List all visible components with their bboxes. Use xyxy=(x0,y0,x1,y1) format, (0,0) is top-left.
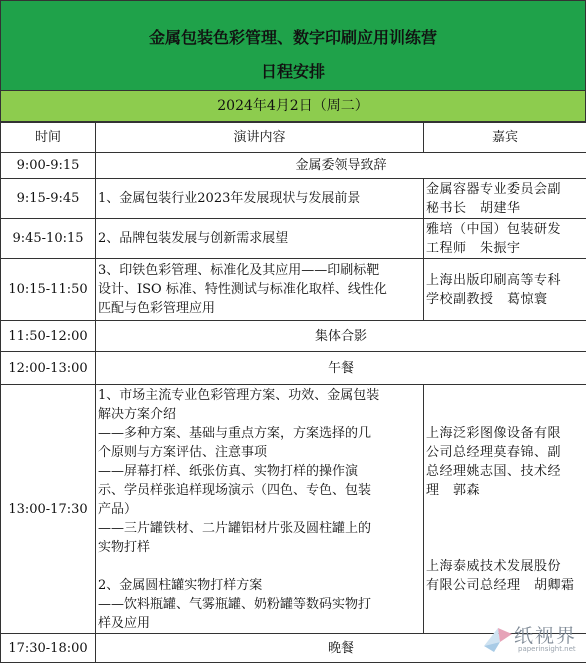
talk-line: ——屏幕打样、纸张仿真、实物打样的操作演 xyxy=(98,462,421,481)
table-row xyxy=(1,321,586,352)
talk-line: ——三片罐铁材、二片罐铝材片张及圆柱罐上的 xyxy=(98,519,421,538)
talk-cell xyxy=(96,219,424,259)
time-cell: 12:00-13:00 xyxy=(1,352,96,385)
table-row xyxy=(1,179,586,219)
guest-cell xyxy=(424,219,586,259)
guest-line: 理 郭森 xyxy=(426,481,584,500)
table-row xyxy=(1,219,586,259)
paper-crane-icon xyxy=(480,620,516,656)
talk-cell xyxy=(96,259,424,321)
guest-line: 工程师 朱振宇 xyxy=(426,239,584,258)
merged-cell: 午餐 xyxy=(96,352,586,385)
time-cell: 9:15-9:45 xyxy=(1,179,96,219)
talk-line: 1、金属包装行业2023年发展现状与发展前景 xyxy=(98,189,421,208)
header-banner xyxy=(0,0,586,91)
talk-line: 实物打样 xyxy=(98,538,421,557)
time-cell: 17:30-18:00 xyxy=(1,634,96,663)
table-row xyxy=(1,385,586,634)
merged-cell: 晚餐 xyxy=(96,634,586,663)
talk-line: 示、学员样张追样现场演示（四色、专色、包装 xyxy=(98,481,421,500)
guest-cell xyxy=(424,385,586,634)
talk-line: 匹配与色彩管理应用 xyxy=(98,299,421,318)
table-row xyxy=(1,352,586,385)
table-row xyxy=(1,153,586,179)
column-header-guest: 嘉宾 xyxy=(424,123,586,153)
talk-cell xyxy=(96,385,424,634)
talk-line: 样及应用 xyxy=(98,614,421,633)
talk-line: 设计、ISO 标准、特性测试与标准化取样、线性化 xyxy=(98,280,421,299)
spacer xyxy=(426,519,584,538)
table-row xyxy=(1,259,586,321)
talk-cell xyxy=(96,179,424,219)
guest-line: 总经理姚志国、技术经 xyxy=(426,462,584,481)
guest-line: 上海出版印刷高等专科 xyxy=(426,271,584,290)
column-header-time: 时间 xyxy=(1,123,96,153)
guest-cell xyxy=(424,179,586,219)
talk-line: 3、印铁色彩管理、标准化及其应用——印刷标靶 xyxy=(98,261,421,280)
guest-line: 学校副教授 葛惊寰 xyxy=(426,290,584,309)
guest-line: 上海泛彩图像设备有限 xyxy=(426,424,584,443)
merged-cell: 集体合影 xyxy=(96,321,586,352)
column-header-talk: 演讲内容 xyxy=(96,123,424,153)
guest-cell xyxy=(424,259,586,321)
guest-line: 雅培（中国）包装研发 xyxy=(426,220,584,239)
guest-line: 上海泰威技术发展股份 xyxy=(426,557,584,576)
spacer xyxy=(98,557,421,576)
watermark xyxy=(480,618,580,658)
watermark-text: 纸视界 xyxy=(514,621,577,648)
spacer xyxy=(426,538,584,557)
guest-line: 有限公司总经理 胡卿霜 xyxy=(426,576,584,595)
page-title: 金属包装色彩管理、数字印刷应用训练营 xyxy=(1,25,585,48)
talk-line: 个原则与方案评估、注意事项 xyxy=(98,443,421,462)
guest-line: 金属容器专业委员会副 xyxy=(426,180,584,199)
spacer xyxy=(426,500,584,519)
talk-line: 2、金属圆柱罐实物打样方案 xyxy=(98,576,421,595)
time-cell: 9:00-9:15 xyxy=(1,153,96,179)
talk-line: 2、品牌包装发展与创新需求展望 xyxy=(98,229,421,248)
talk-line: 解决方案介绍 xyxy=(98,405,421,424)
date-band: 2024年4月2日（周二） xyxy=(0,91,586,122)
guest-line: 秘书长 胡建华 xyxy=(426,199,584,218)
page-subtitle: 日程安排 xyxy=(1,59,585,82)
merged-cell: 金属委领导致辞 xyxy=(96,153,586,179)
talk-line: ——饮料瓶罐、气雾瓶罐、奶粉罐等数码实物打 xyxy=(98,595,421,614)
table-header-row xyxy=(1,123,586,153)
time-cell: 10:15-11:50 xyxy=(1,259,96,321)
guest-line: 公司总经理莫春锦、副 xyxy=(426,443,584,462)
time-cell: 9:45-10:15 xyxy=(1,219,96,259)
schedule-table xyxy=(0,122,586,663)
talk-line: 产品） xyxy=(98,500,421,519)
talk-line: ——多种方案、基础与重点方案，方案选择的几 xyxy=(98,424,421,443)
talk-line: 1、市场主流专业色彩管理方案、功效、金属包装 xyxy=(98,386,421,405)
time-cell: 13:00-17:30 xyxy=(1,385,96,634)
time-cell: 11:50-12:00 xyxy=(1,321,96,352)
watermark-url: paperinsight.net xyxy=(518,645,576,653)
